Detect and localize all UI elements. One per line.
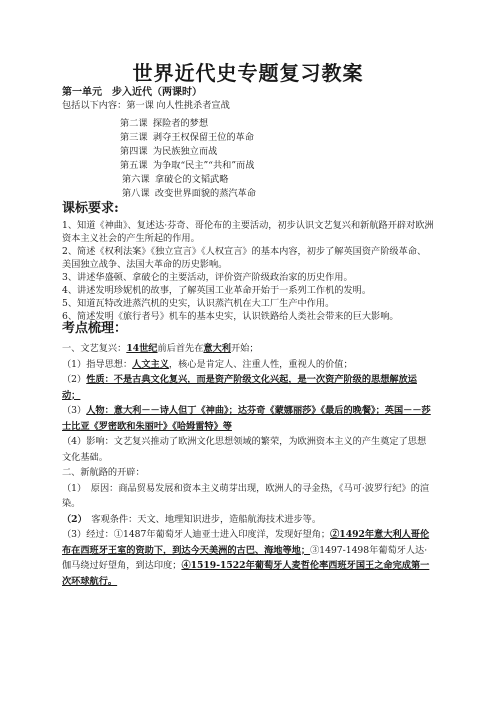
lesson-label: 第八课 (122, 188, 150, 199)
requirement-item: 3、讲述华盛顿、拿破仑的主要活动，评价资产阶级政治家的历史作用。 (62, 272, 353, 283)
century-term: 14世纪 (126, 343, 158, 354)
requirement-item: 1、知道《神曲》、复述达·芬奇、哥伦布的主要活动，初步认识文艺复兴和新航路开辟对欧洲资本主义社会的产生所起的作用。 (62, 220, 434, 244)
lesson-label: 第一课 (126, 100, 154, 111)
lesson-label: 第六课 (122, 174, 150, 185)
lesson-label: 第三课 (120, 132, 148, 143)
lesson-text: 向人性挑杀者宣战 (156, 100, 230, 111)
point-figures (62, 403, 434, 434)
section-new-routes: 二、新航路的开辟： (62, 467, 145, 478)
point-label: （3） (62, 405, 87, 416)
lesson-text: 探险者的梦想 (152, 118, 209, 129)
lesson-item (120, 129, 254, 143)
point-label: （2） (62, 374, 87, 385)
point-label: （2） (62, 513, 83, 525)
requirement-item: 6、简述发明《旅行者号》机车的基本史实，认识铁路给人类社会带来的巨大影响。 (62, 311, 399, 322)
point-text: ③1497-1498年葡萄牙人达·伽马绕过好望角，到达印度； (62, 544, 428, 571)
point-ideology (62, 357, 434, 373)
lesson-item (122, 185, 256, 199)
key-point: ②1492年意大利人哥伦布在西班牙王室的资助下，到达今天美洲的古巴、海地等地； (62, 529, 430, 556)
lesson-item (120, 143, 217, 157)
requirement-item: 5、知道瓦特改进蒸汽机的史实，认识蒸汽机在大工厂生产中作用。 (62, 298, 335, 309)
key-point: 人物：意大利－－诗人但丁《神曲》；达芬奇《蒙娜丽莎》《最后的晚餐》；英国－－莎士比亚《罗密欧和朱丽叶》《哈姆雷特》等 (62, 405, 431, 432)
section-label: 一、文艺复兴： (62, 343, 127, 354)
lesson-item (120, 115, 208, 129)
lesson-label: 第四课 (120, 146, 148, 157)
section-text: 开始； (230, 343, 259, 354)
requirement-item: 4、讲述发明珍妮机的故事，了解英国工业革命开始于一系列工作机的发明。 (62, 285, 372, 296)
key-term: 人文主义 (132, 358, 169, 370)
lesson-item (120, 157, 254, 171)
lesson-item (122, 171, 228, 185)
page-title: 世界近代史专题复习教案 (132, 61, 364, 85)
lesson-label: 第二课 (120, 118, 148, 129)
route-conditions (62, 512, 434, 528)
key-point: ④1519-1522年葡萄牙人麦哲伦率西班牙国王之命完成第一次环球航行。 (62, 560, 430, 587)
requirement-item: 2、简述《权利法案》《独立宣言》《人权宣言》的基本内容，初步了解英国资产阶级革命、美国独立战争、法国大革命的历史影响。 (62, 246, 427, 270)
lesson-text: 剥夺王权保留王位的革命 (152, 132, 254, 143)
unit-heading: 第一单元 步入近代（两课时） (62, 87, 202, 98)
lesson-text: 为民族独立而战 (152, 146, 218, 157)
section-renaissance (62, 341, 434, 357)
section-text: 前后首先在 (157, 343, 204, 354)
requirements-list (62, 219, 434, 323)
point-nature (62, 372, 434, 403)
lesson-label: 第五课 (120, 160, 148, 171)
key-point: 性质：不是古典文化复兴，而是资产阶级文化兴起，是一次资产阶级的思想解放运动； (62, 374, 417, 401)
requirements-heading: 课标要求: (62, 201, 119, 216)
review-body (62, 341, 434, 589)
lesson-text: 为争取“民主”“共和”而战 (152, 160, 255, 171)
lesson-intro (62, 100, 230, 112)
point-label: （1）指导思想： (62, 358, 133, 370)
review-heading: 考点梳理： (62, 321, 128, 336)
point-text: ，核心是肯定人、注重人性，重视人的价值； (168, 358, 353, 370)
route-cause: （1） 原因：商品贸易发展和资本主义萌芽出现，欧洲人的寻金热，《马可·波罗行纪》的渲染。 (62, 482, 430, 509)
lesson-text: 拿破仑的文韬武略 (154, 174, 229, 185)
point-text: 客观条件：天文、地理知识进步，造船航海技术进步等。 (82, 513, 322, 525)
point-text: （3）经过：①1487年葡萄牙人迪亚士进入印度洋，发现好望角； (62, 529, 331, 540)
route-process (62, 527, 434, 589)
country-term: 意大利 (203, 343, 231, 354)
lesson-intro-prefix: 包括以下内容： (62, 100, 127, 111)
lesson-text: 改变世界面貌的蒸汽革命 (154, 188, 256, 199)
point-impact: （4）影响：文艺复兴推动了欧洲文化思想领域的繁荣，为欧洲资本主义的产生奠定了思想文化基础。 (62, 436, 427, 463)
